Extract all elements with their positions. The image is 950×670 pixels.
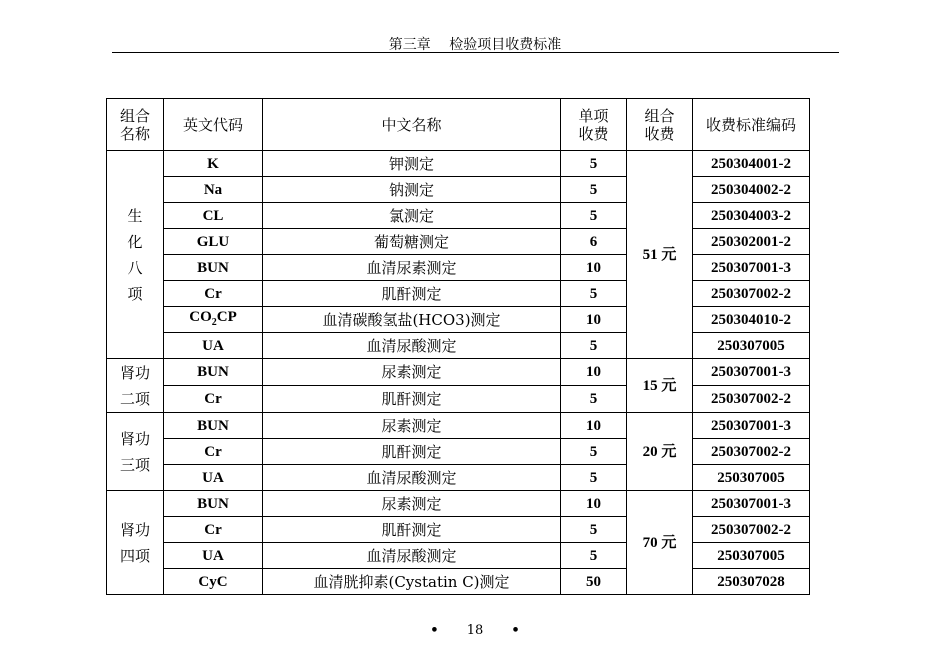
- item-fee-cell: 5: [561, 543, 627, 569]
- chinese-name-cell: 钾测定: [263, 151, 561, 177]
- group-name-cell: 生 化 八 项: [107, 151, 164, 359]
- item-fee-cell: 5: [561, 517, 627, 543]
- table-row: [107, 359, 810, 386]
- col-header-group-fee: 组合 收费: [627, 99, 693, 151]
- group-name-cell: 肾功 三项: [107, 413, 164, 491]
- fee-code-cell: 250307005: [693, 543, 810, 569]
- item-fee-cell: 10: [561, 413, 627, 439]
- english-code-cell: Cr: [164, 439, 263, 465]
- code-tail: CP: [216, 308, 237, 325]
- fee-code-cell: 250304010-2: [693, 307, 810, 333]
- english-code-cell: Na: [164, 177, 263, 203]
- chinese-name-cell: 血清碳酸氢盐(HCO3)测定: [263, 307, 561, 333]
- chinese-name-cell: 血清胱抑素(Cystatin C)测定: [263, 569, 561, 595]
- fee-table: [106, 98, 810, 595]
- chinese-name-cell: 尿素测定: [263, 359, 561, 386]
- fee-code-cell: 250307028: [693, 569, 810, 595]
- page-footer: [0, 623, 950, 638]
- fee-code-cell: 250307002-2: [693, 517, 810, 543]
- chinese-name-cell: 葡萄糖测定: [263, 229, 561, 255]
- item-fee-cell: 50: [561, 569, 627, 595]
- table-row: [107, 177, 810, 203]
- table-row: [107, 465, 810, 491]
- fee-code-cell: 250307002-2: [693, 386, 810, 413]
- item-fee-cell: 5: [561, 281, 627, 307]
- group-name-cell: 肾功 二项: [107, 359, 164, 413]
- footer-bullet-left: •: [430, 623, 439, 638]
- english-code-cell: UA: [164, 465, 263, 491]
- code-main: CO: [189, 308, 212, 325]
- table-row: [107, 281, 810, 307]
- group-fee-cell: 20 元: [627, 413, 693, 491]
- chinese-name-cell: 钠测定: [263, 177, 561, 203]
- chinese-name-cell: 血清尿素测定: [263, 255, 561, 281]
- english-code-cell: Cr: [164, 281, 263, 307]
- english-code-cell: GLU: [164, 229, 263, 255]
- table-row: [107, 255, 810, 281]
- english-code-cell: UA: [164, 543, 263, 569]
- english-code-cell: BUN: [164, 491, 263, 517]
- item-fee-cell: 10: [561, 491, 627, 517]
- chinese-name-cell: 尿素测定: [263, 413, 561, 439]
- item-fee-cell: 5: [561, 177, 627, 203]
- fee-code-cell: 250307001-3: [693, 359, 810, 386]
- item-fee-cell: 10: [561, 359, 627, 386]
- chinese-name-cell: 血清尿酸测定: [263, 543, 561, 569]
- fee-code-cell: 250302001-2: [693, 229, 810, 255]
- fee-code-cell: 250307001-3: [693, 413, 810, 439]
- english-code-cell: BUN: [164, 359, 263, 386]
- col-header-group-name: 组合 名称: [107, 99, 164, 151]
- table-row: [107, 151, 810, 177]
- fee-code-cell: 250307002-2: [693, 281, 810, 307]
- code-subscript: 2: [211, 316, 217, 328]
- chinese-name-cell: 血清尿酸测定: [263, 333, 561, 359]
- table-row: [107, 543, 810, 569]
- fee-code-cell: 250304001-2: [693, 151, 810, 177]
- item-fee-cell: 5: [561, 439, 627, 465]
- english-code-cell: BUN: [164, 413, 263, 439]
- chinese-name-cell: 氯测定: [263, 203, 561, 229]
- group-fee-cell: 51 元: [627, 151, 693, 359]
- english-code-cell: CyC: [164, 569, 263, 595]
- english-code-cell: [164, 307, 263, 333]
- english-code-cell: CL: [164, 203, 263, 229]
- chinese-name-cell: 肌酐测定: [263, 281, 561, 307]
- item-fee-cell: 5: [561, 203, 627, 229]
- footer-bullet-right: •: [511, 623, 520, 638]
- fee-code-cell: 250307001-3: [693, 491, 810, 517]
- item-fee-cell: 5: [561, 386, 627, 413]
- chinese-name-cell: 肌酐测定: [263, 517, 561, 543]
- table-row: [107, 439, 810, 465]
- table-header-row: [107, 99, 810, 151]
- english-code-cell: Cr: [164, 386, 263, 413]
- item-fee-cell: 10: [561, 307, 627, 333]
- col-header-english-code: 英文代码: [164, 99, 263, 151]
- table-row: [107, 386, 810, 413]
- col-header-item-fee: 单项 收费: [561, 99, 627, 151]
- english-code-cell: K: [164, 151, 263, 177]
- chapter-title: 检验项目收费标准: [449, 37, 562, 53]
- chapter-label: 第三章: [388, 37, 431, 53]
- item-fee-cell: 5: [561, 333, 627, 359]
- english-code-cell: Cr: [164, 517, 263, 543]
- table-row: [107, 229, 810, 255]
- item-fee-cell: 10: [561, 255, 627, 281]
- group-fee-cell: 70 元: [627, 491, 693, 595]
- fee-code-cell: 250307001-3: [693, 255, 810, 281]
- running-header: [0, 34, 950, 54]
- col-header-chinese-name: 中文名称: [263, 99, 561, 151]
- fee-code-cell: 250307005: [693, 465, 810, 491]
- table-row: [107, 517, 810, 543]
- chinese-name-cell: 肌酐测定: [263, 439, 561, 465]
- table-row: [107, 333, 810, 359]
- table-row: [107, 413, 810, 439]
- fee-code-cell: 250307002-2: [693, 439, 810, 465]
- table-row: [107, 307, 810, 333]
- english-code-cell: UA: [164, 333, 263, 359]
- fee-code-cell: 250304003-2: [693, 203, 810, 229]
- item-fee-cell: 5: [561, 151, 627, 177]
- group-fee-cell: 15 元: [627, 359, 693, 413]
- table-row: [107, 569, 810, 595]
- fee-code-cell: 250304002-2: [693, 177, 810, 203]
- english-code-cell: BUN: [164, 255, 263, 281]
- page-number: 18: [466, 623, 484, 638]
- table-row: [107, 203, 810, 229]
- chinese-name-cell: 尿素测定: [263, 491, 561, 517]
- table-row: [107, 491, 810, 517]
- fee-code-cell: 250307005: [693, 333, 810, 359]
- col-header-fee-code: 收费标准编码: [693, 99, 810, 151]
- item-fee-cell: 6: [561, 229, 627, 255]
- chinese-name-cell: 肌酐测定: [263, 386, 561, 413]
- item-fee-cell: 5: [561, 465, 627, 491]
- chinese-name-cell: 血清尿酸测定: [263, 465, 561, 491]
- group-name-cell: 肾功 四项: [107, 491, 164, 595]
- header-rule: [112, 52, 839, 53]
